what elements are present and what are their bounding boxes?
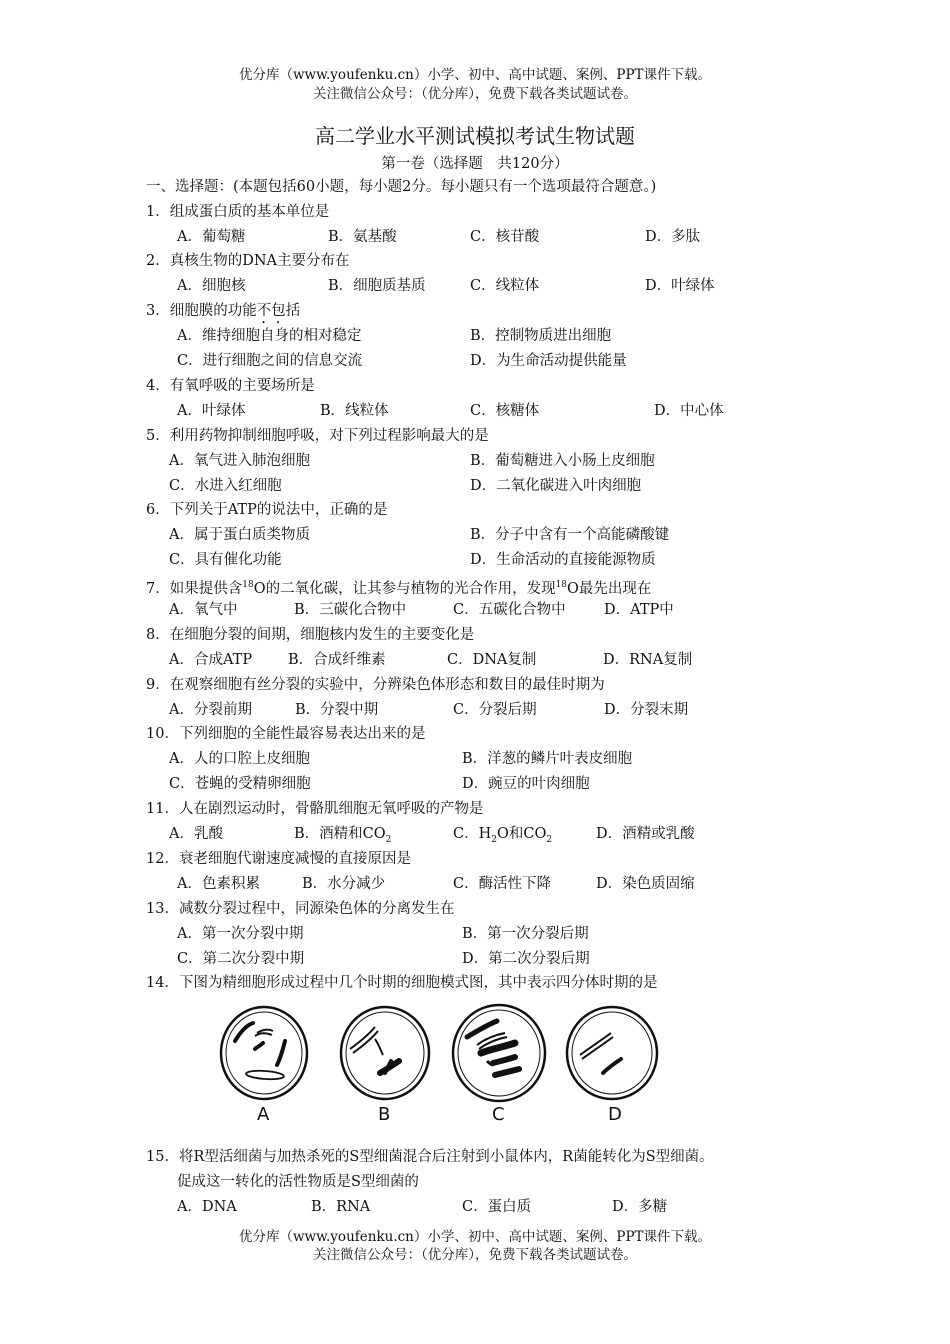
q11-option-a: A．乳酸: [169, 826, 223, 842]
cell-b-diagram: [341, 1007, 429, 1099]
q6-option-b: B．分子中含有一个高能磷酸键: [470, 527, 670, 543]
q10-option-c: C．苍蝇的受精卵细胞: [169, 776, 311, 792]
q6-stem: 6．下列关于ATP的说法中，正确的是: [146, 502, 388, 518]
q11-stem: 11．人在剧烈运动时，骨骼肌细胞无氧呼吸的产物是: [146, 801, 484, 817]
q7-option-a: A．氧气中: [169, 602, 238, 618]
q14-stem: 14．下图为精细胞形成过程中几个时期的细胞模式图，其中表示四分体时期的是: [146, 975, 658, 991]
q12-stem: 12．衰老细胞代谢速度减慢的直接原因是: [146, 851, 411, 867]
q7-stem-a: 7．如果提供含: [146, 580, 243, 597]
q15-stem-continued: 促成这一转化的活性物质是S型细菌的: [177, 1174, 419, 1190]
q4-option-a: A．叶绿体: [177, 403, 246, 419]
q10-option-a: A．人的口腔上皮细胞: [169, 751, 310, 767]
q13-option-c: C．第二次分裂中期: [177, 951, 305, 967]
q4-option-d: D．中心体: [654, 403, 724, 419]
header-line-1: 优分库（www.youfenku.cn）小学、初中、高中试题、案例、PPT课件下载。: [238, 67, 712, 83]
q8-option-c: C．DNA复制: [447, 652, 537, 668]
q1-option-b: B．氨基酸: [328, 229, 397, 245]
q7-option-d: D．ATP中: [604, 602, 674, 618]
q6-option-a: A．属于蛋白质类物质: [169, 527, 310, 543]
q11-option-c-text: C．H: [453, 826, 492, 842]
q7-option-b: B．三碳化合物中: [294, 602, 407, 618]
q1-option-a: A．葡萄糖: [177, 229, 246, 245]
q11-option-c: [453, 825, 552, 849]
q15-stem: 15．将R型活细菌与加热杀死的S型细菌混合后注射到小鼠体内，R菌能转化为S型细菌。: [146, 1149, 714, 1165]
q5-option-b: B．葡萄糖进入小肠上皮细胞: [470, 453, 655, 469]
q13-stem: 13．减数分裂过程中，同源染色体的分离发生在: [146, 901, 455, 917]
figure-label-b: B: [378, 1104, 391, 1125]
q2-stem: 2．真核生物的DNA主要分布在: [146, 253, 350, 269]
q3-option-a: A．维持细胞自身的相对稳定: [177, 328, 362, 344]
q8-option-a: A．合成ATP: [169, 652, 253, 668]
footer-line-2: 关注微信公众号：（优分库），免费下载各类试题试卷。: [313, 1247, 637, 1263]
q2-option-a: A．细胞核: [177, 278, 246, 294]
q5-stem: 5．利用药物抑制细胞呼吸，对下列过程影响最大的是: [146, 428, 489, 444]
q8-stem: 8．在细胞分裂的间期，细胞核内发生的主要变化是: [146, 627, 475, 643]
q6-option-d: D．生命活动的直接能源物质: [470, 552, 656, 568]
cell-c-diagram: [453, 1005, 545, 1101]
q5-option-d: D．二氧化碳进入叶肉细胞: [470, 478, 642, 494]
cell-a-diagram: [221, 1007, 307, 1099]
q7-stem-b: O的二氧化碳，让其参与植物的光合作用，发现: [253, 580, 556, 597]
q11-option-c-sub-1: 2: [491, 834, 497, 845]
q4-option-c: C．核糖体: [470, 403, 540, 419]
q11-option-b-text: B．酒精和CO: [294, 826, 386, 842]
q12-option-a: A．色素积累: [177, 876, 260, 892]
section-instructions: 一、选择题：(本题包括60小题，每小题2分。每小题只有一个选项最符合题意。): [146, 179, 657, 195]
q15-option-c: C．蛋白质: [462, 1199, 532, 1215]
q15-option-a: A．DNA: [177, 1199, 237, 1215]
q1-option-d: D．多肽: [645, 229, 701, 245]
q3-stem: [146, 302, 300, 327]
q9-option-b: B．分裂中期: [295, 702, 379, 718]
header-line-2: 关注微信公众号：（优分库），免费下载各类试题试卷。: [313, 86, 637, 102]
q11-option-b-sub: 2: [385, 834, 392, 845]
cell-d-diagram: [567, 1007, 657, 1099]
page-title: 高二学业水平测试模拟考试生物试题: [315, 124, 635, 148]
q10-stem: 10．下列细胞的全能性最容易表达出来的是: [146, 726, 426, 742]
q4-option-b: B．线粒体: [320, 403, 389, 419]
q12-option-b: B．水分减少: [302, 876, 386, 892]
q13-option-a: A．第一次分裂中期: [177, 926, 304, 942]
q10-option-b: B．洋葱的鳞片叶表皮细胞: [462, 751, 633, 767]
figure-label-c: C: [492, 1104, 505, 1125]
q11-option-c-mid: O和CO: [496, 826, 547, 842]
q12-option-c: C．酶活性下降: [453, 876, 552, 892]
q4-stem: 4．有氧呼吸的主要场所是: [146, 378, 315, 394]
q5-option-c: C．水进入红细胞: [169, 478, 282, 494]
q9-option-d: D．分裂末期: [604, 702, 689, 718]
cell-diagram-figure: [215, 1003, 665, 1133]
q3-stem-emphasis: 不包: [256, 303, 286, 319]
q2-option-c: C．线粒体: [470, 278, 540, 294]
q8-option-d: D．RNA复制: [603, 652, 693, 668]
q7-sup-2: 18: [555, 580, 568, 590]
q2-option-b: B．细胞质基质: [328, 278, 426, 294]
q11-option-d: D．酒精或乳酸: [596, 826, 695, 842]
figure-label-d: D: [608, 1104, 622, 1125]
q15-option-d: D．多糖: [612, 1199, 668, 1215]
q9-option-a: A．分裂前期: [169, 702, 252, 718]
q15-option-b: B．RNA: [311, 1199, 371, 1215]
q1-option-c: C．核苷酸: [470, 229, 540, 245]
q7-stem-c: O最先出现在: [567, 580, 652, 597]
q11-option-b: [294, 825, 391, 849]
q3-stem-post: 括: [285, 303, 301, 319]
q10-option-d: D．豌豆的叶肉细胞: [462, 776, 590, 792]
figure-label-a: A: [257, 1104, 270, 1125]
q9-option-c: C．分裂后期: [453, 702, 537, 718]
q13-option-d: D．第二次分裂后期: [462, 951, 590, 967]
q6-option-c: C．具有催化功能: [169, 552, 282, 568]
q7-stem: [146, 576, 651, 598]
q1-stem: 1．组成蛋白质的基本单位是: [146, 204, 330, 220]
q11-option-c-sub-2: 2: [546, 834, 553, 845]
q13-option-b: B．第一次分裂后期: [462, 926, 589, 942]
q7-sup-1: 18: [242, 580, 254, 590]
q3-option-b: B．控制物质进出细胞: [470, 328, 612, 344]
q12-option-d: D．染色质固缩: [596, 876, 695, 892]
q9-stem: 9．在观察细胞有丝分裂的实验中，分辨染色体形态和数目的最佳时期为: [146, 677, 605, 693]
q7-option-c: C．五碳化合物中: [453, 602, 566, 618]
footer-line-1: 优分库（www.youfenku.cn）小学、初中、高中试题、案例、PPT课件下载。: [238, 1229, 712, 1245]
q3-stem-pre: 3．细胞膜的功能: [146, 303, 257, 319]
q5-option-a: A．氧气进入肺泡细胞: [169, 453, 310, 469]
q2-option-d: D．叶绿体: [645, 278, 715, 294]
q3-option-c: C．进行细胞之间的信息交流: [177, 353, 363, 369]
q3-option-d: D．为生命活动提供能量: [470, 353, 627, 369]
page-subtitle: 第一卷（选择题 共120分）: [381, 156, 569, 172]
q8-option-b: B．合成纤维素: [288, 652, 386, 668]
